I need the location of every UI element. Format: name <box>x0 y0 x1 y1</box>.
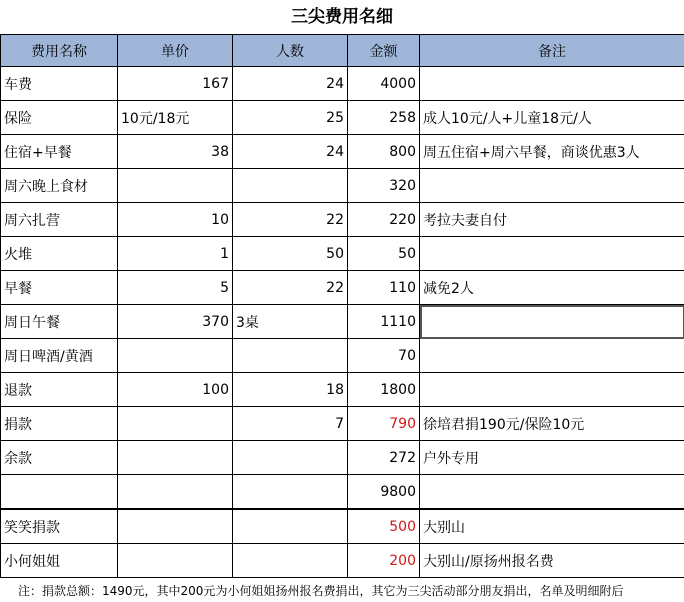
header-note[interactable]: 备注 <box>420 35 684 67</box>
cell-people[interactable] <box>233 339 348 373</box>
table-row <box>1 441 684 475</box>
cell-name[interactable]: 周日午餐 <box>1 305 118 339</box>
cell-note[interactable]: 户外专用 <box>420 441 684 475</box>
cell-note[interactable]: 大别山/原扬州报名费 <box>420 544 684 578</box>
cell-price[interactable]: 38 <box>118 135 233 169</box>
cell-price[interactable] <box>118 475 233 510</box>
cell-note[interactable] <box>420 67 684 101</box>
cell-amount[interactable]: 200 <box>348 544 420 578</box>
table-row <box>1 203 684 237</box>
table-row <box>1 101 684 135</box>
table-row <box>1 67 684 101</box>
table-row <box>1 305 684 339</box>
cell-price[interactable]: 10元/18元 <box>118 101 233 135</box>
table-row <box>1 169 684 203</box>
cell-amount[interactable]: 110 <box>348 271 420 305</box>
cell-name[interactable]: 周六扎营 <box>1 203 118 237</box>
cell-name[interactable]: 捐款 <box>1 407 118 441</box>
cell-price[interactable] <box>118 509 233 544</box>
cell-amount[interactable]: 4000 <box>348 67 420 101</box>
header-price[interactable]: 单价 <box>118 35 233 67</box>
cell-note[interactable]: 大别山 <box>420 509 684 544</box>
cell-note[interactable] <box>420 237 684 271</box>
table-row <box>1 407 684 441</box>
cell-price[interactable] <box>118 441 233 475</box>
cell-people[interactable]: 7 <box>233 407 348 441</box>
cell-note[interactable] <box>420 339 684 373</box>
cell-note[interactable]: 成人10元/人+儿童18元/人 <box>420 101 684 135</box>
cell-name[interactable]: 住宿+早餐 <box>1 135 118 169</box>
cell-price[interactable]: 370 <box>118 305 233 339</box>
footnote[interactable]: 注：捐款总额：1490元，其中200元为小何姐姐扬州报名费捐出，其它为三尖活动部分朋友捐出，名单及明细附后 <box>18 584 624 598</box>
table-row <box>1 271 684 305</box>
header-people[interactable]: 人数 <box>233 35 348 67</box>
cell-price[interactable]: 100 <box>118 373 233 407</box>
table-row <box>1 509 684 544</box>
cell-name[interactable]: 火堆 <box>1 237 118 271</box>
header-name[interactable]: 费用名称 <box>1 35 118 67</box>
cell-price[interactable] <box>118 544 233 578</box>
table-row <box>1 544 684 578</box>
cell-note[interactable]: 周五住宿+周六早餐，商谈优惠3人 <box>420 135 684 169</box>
cell-people[interactable]: 25 <box>233 101 348 135</box>
cell-people[interactable]: 3桌 <box>233 305 348 339</box>
cell-price[interactable]: 167 <box>118 67 233 101</box>
cell-price[interactable] <box>118 169 233 203</box>
cell-people[interactable] <box>233 475 348 510</box>
cell-note[interactable] <box>420 373 684 407</box>
cell-people[interactable] <box>233 169 348 203</box>
cell-name[interactable]: 退款 <box>1 373 118 407</box>
cell-note-selected[interactable] <box>420 305 684 339</box>
cell-name[interactable]: 余款 <box>1 441 118 475</box>
cell-people[interactable]: 18 <box>233 373 348 407</box>
sheet-title[interactable]: 三尖费用名细 <box>0 0 684 35</box>
cell-note[interactable]: 减免2人 <box>420 271 684 305</box>
cell-name[interactable]: 保险 <box>1 101 118 135</box>
cell-price[interactable]: 5 <box>118 271 233 305</box>
cell-people[interactable]: 22 <box>233 203 348 237</box>
cell-amount[interactable]: 1110 <box>348 305 420 339</box>
cell-name[interactable]: 车费 <box>1 67 118 101</box>
cell-price[interactable]: 1 <box>118 237 233 271</box>
table-row <box>1 339 684 373</box>
cell-amount[interactable]: 500 <box>348 509 420 544</box>
table-row <box>1 373 684 407</box>
cell-people[interactable]: 24 <box>233 135 348 169</box>
cell-people[interactable]: 24 <box>233 67 348 101</box>
cell-people[interactable] <box>233 441 348 475</box>
cell-name[interactable]: 小何姐姐 <box>1 544 118 578</box>
cell-note[interactable] <box>420 475 684 510</box>
cell-name[interactable]: 早餐 <box>1 271 118 305</box>
table-row <box>1 135 684 169</box>
cell-price[interactable] <box>118 339 233 373</box>
header-amount[interactable]: 金额 <box>348 35 420 67</box>
cell-amount[interactable]: 50 <box>348 237 420 271</box>
cell-name[interactable]: 笑笑捐款 <box>1 509 118 544</box>
cell-name[interactable] <box>1 475 118 510</box>
cell-note[interactable]: 徐培君捐190元/保险10元 <box>420 407 684 441</box>
cell-amount[interactable]: 220 <box>348 203 420 237</box>
cell-name[interactable]: 周日啤酒/黄酒 <box>1 339 118 373</box>
cell-name[interactable]: 周六晚上食材 <box>1 169 118 203</box>
cell-amount[interactable]: 320 <box>348 169 420 203</box>
table-row-total <box>1 475 684 510</box>
cell-amount-total[interactable]: 9800 <box>348 475 420 510</box>
expense-table <box>0 34 684 578</box>
cell-amount[interactable]: 800 <box>348 135 420 169</box>
table-row <box>1 237 684 271</box>
cell-amount[interactable]: 258 <box>348 101 420 135</box>
cell-note[interactable]: 考拉夫妻自付 <box>420 203 684 237</box>
header-row <box>1 35 684 67</box>
cell-people[interactable] <box>233 509 348 544</box>
cell-note[interactable] <box>420 169 684 203</box>
cell-people[interactable] <box>233 544 348 578</box>
cell-amount[interactable]: 70 <box>348 339 420 373</box>
cell-price[interactable] <box>118 407 233 441</box>
cell-people[interactable]: 22 <box>233 271 348 305</box>
cell-price[interactable]: 10 <box>118 203 233 237</box>
cell-people[interactable]: 50 <box>233 237 348 271</box>
cell-amount[interactable]: 790 <box>348 407 420 441</box>
cell-amount[interactable]: 1800 <box>348 373 420 407</box>
cell-amount[interactable]: 272 <box>348 441 420 475</box>
